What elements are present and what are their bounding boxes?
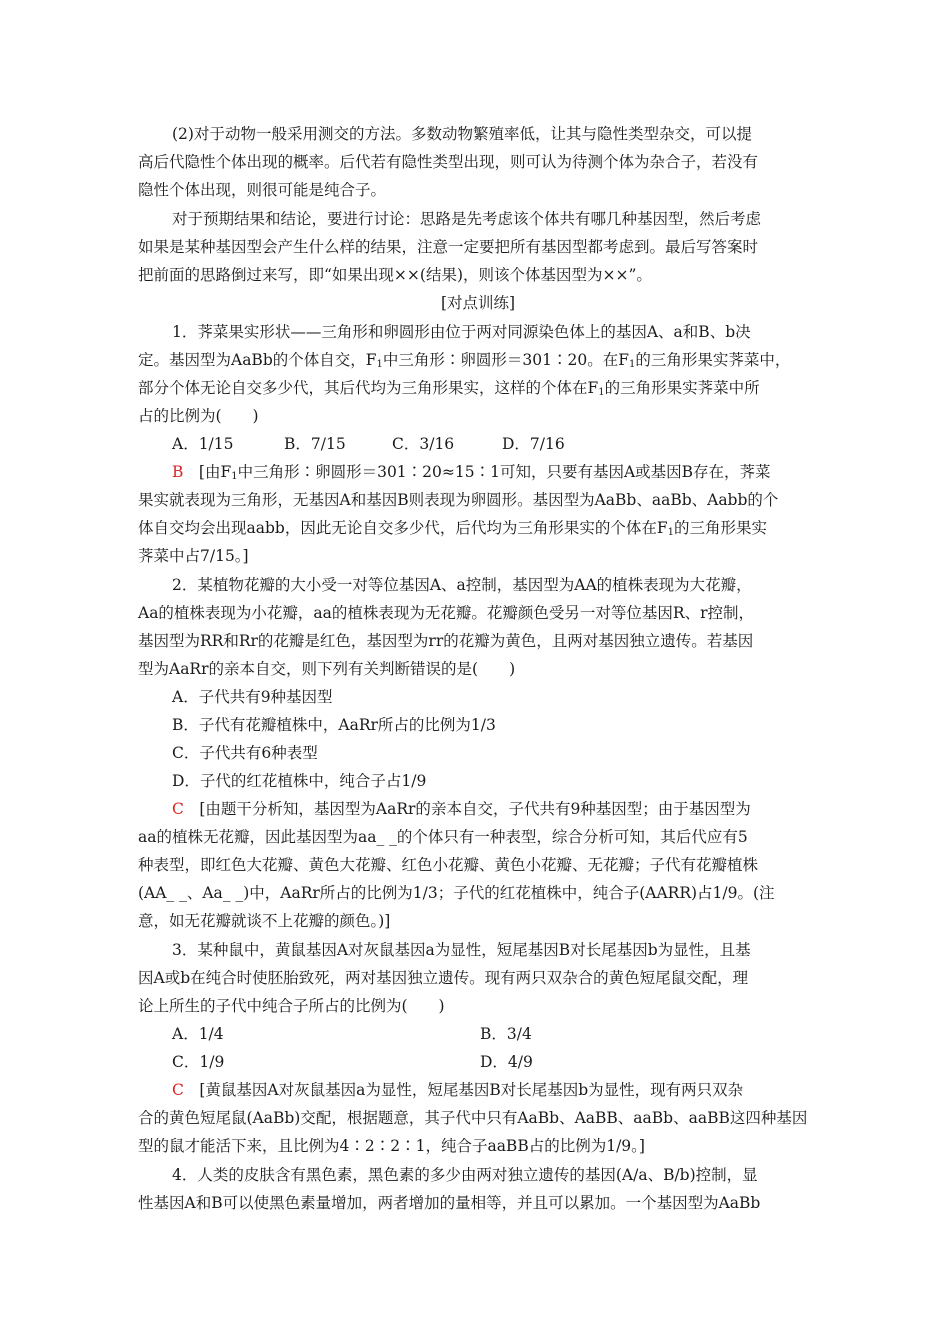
intro-p1-line2: 高后代隐性个体出现的概率。后代若有隐性类型出现，则可认为待测个体为杂合子，若没有 xyxy=(138,153,759,171)
intro-p2-line3: 把前面的思路倒过来写，即“如果出现××(结果)，则该个体基因型为××”。 xyxy=(138,266,652,284)
q1-explanation-line2: 果实就表现为三角形，无基因A和基因B则表现为卵圆形。基因型为AaBb、aaBb、Aabb的个 xyxy=(138,491,779,509)
q3-answer: C xyxy=(172,1081,184,1099)
q3-option-d: D．4/9 xyxy=(480,1053,533,1071)
q3-option-a: A．1/4 xyxy=(172,1025,224,1043)
q1-option-a: A．1/15 xyxy=(172,435,234,453)
intro-p2-line2: 如果是某种基因型会产生什么样的结果，注意一定要把所有基因型都考虑到。最后写答案时 xyxy=(138,238,759,256)
q3-option-c: C．1/9 xyxy=(172,1053,225,1071)
q4-stem-line2: 性基因A和B可以使黑色素量增加，两者增加的量相等，并且可以累加。一个基因型为AaBb xyxy=(138,1194,761,1212)
q1-explanation-line1: B [由$F_1$中三角形∶卵圆形＝301∶20≈15∶1可知，只要有基因A或基因B存在，荠菜 xyxy=(172,463,771,482)
q1-explanation-line3: 体自交均会出现aabb，因此无论自交多少代，后代均为三角形果实的个体在$F_1$的三角形果实 xyxy=(138,519,767,538)
q1-explanation-line4: 荠菜中占7/15。] xyxy=(138,547,249,565)
q2-answer: C xyxy=(172,800,184,818)
q4-stem-line1: 4．人类的皮肤含有黑色素，黑色素的多少由两对独立遗传的基因(A/a、B/b)控制，显 xyxy=(172,1166,758,1184)
q1-stem-line1: 1．荠菜果实形状——三角形和卵圆形由位于两对同源染色体上的基因A、a和B、b决 xyxy=(172,323,751,341)
q3-explanation-line1: C [黄鼠基因A对灰鼠基因a为显性，短尾基因B对长尾基因b为显性，现有两只双杂 xyxy=(172,1081,744,1099)
q1-option-c: C．3/16 xyxy=(392,435,455,453)
q3-explanation-line3: 型的鼠才能活下来，且比例为4∶2∶2∶1，纯合子aaBB占的比例为1/9。] xyxy=(138,1137,645,1155)
q1-option-d: D．7/16 xyxy=(502,435,565,453)
q2-explanation-line3: 种表型，即红色大花瓣、黄色大花瓣、红色小花瓣、黄色小花瓣、无花瓣；子代有花瓣植株 xyxy=(138,856,759,874)
q1-stem-line3: 部分个体无论自交多少代，其后代均为三角形果实，这样的个体在$F_1$的三角形果实荠菜中所 xyxy=(138,379,760,398)
intro-p1-line3: 隐性个体出现，则很可能是纯合子。 xyxy=(138,181,387,199)
q2-stem-line3: 基因型为RR和Rr的花瓣是红色，基因型为rr的花瓣为黄色，且两对基因独立遗传。若基因 xyxy=(138,632,754,650)
q1-stem-line2: 定。基因型为AaBb的个体自交，$F_1$中三角形∶卵圆形＝301∶20。在$F_1$的三角形果实荠菜中， xyxy=(138,351,791,370)
q2-explanation-line1: C [由题干分析知，基因型为AaRr的亲本自交，子代共有9种基因型；由于基因型为 xyxy=(172,800,751,818)
q2-stem-line4: 型为AaRr的亲本自交，则下列有关判断错误的是( ) xyxy=(138,660,516,678)
q3-option-b: B．3/4 xyxy=(480,1025,532,1043)
q2-option-c: C．子代共有6种表型 xyxy=(172,744,318,762)
section-title: [对点训练] xyxy=(440,294,516,312)
q2-explanation-line2: aa的植株无花瓣，因此基因型为aa_ _的个体只有一种表型，综合分析可知，其后代应有5 xyxy=(138,828,748,846)
q2-stem-line2: Aa的植株表现为小花瓣，aa的植株表现为无花瓣。花瓣颜色受另一对等位基因R、r控制， xyxy=(138,604,754,622)
q3-stem-line3: 论上所生的子代中纯合子所占的比例为( ) xyxy=(138,997,445,1015)
q3-stem-line2: 因A或b在纯合时使胚胎致死，两对基因独立遗传。现有两只双杂合的黄色短尾鼠交配，理 xyxy=(138,969,749,987)
q1-stem-line4: 占的比例为( ) xyxy=(138,407,259,425)
intro-p1-line1: (2)对于动物一般采用测交的方法。多数动物繁殖率低，让其与隐性类型杂交，可以提 xyxy=(172,125,752,143)
q2-option-a: A．子代共有9种基因型 xyxy=(172,688,333,706)
q3-stem-line1: 3．某种鼠中，黄鼠基因A对灰鼠基因a为显性，短尾基因B对长尾基因b为显性，且基 xyxy=(172,941,751,959)
q2-explanation-line5: 意，如无花瓣就谈不上花瓣的颜色。)] xyxy=(138,912,391,930)
q2-explanation-line4: (AA_ _、Aa_ _)中，AaRr所占的比例为1/3；子代的红花植株中，纯合子(AARR)占1/9。(注 xyxy=(138,884,775,902)
q2-stem-line1: 2．某植物花瓣的大小受一对等位基因A、a控制，基因型为AA的植株表现为大花瓣， xyxy=(172,576,752,594)
q3-explanation-line2: 合的黄色短尾鼠(AaBb)交配，根据题意，其子代中只有AaBb、AaBB、aaBb、aaBB这四种基因 xyxy=(138,1109,808,1127)
q1-option-b: B．7/15 xyxy=(284,435,346,453)
q2-option-d: D．子代的红花植株中，纯合子占1/9 xyxy=(172,772,427,790)
q1-answer: B xyxy=(172,463,184,481)
q2-option-b: B．子代有花瓣植株中，AaRr所占的比例为1/3 xyxy=(172,716,496,734)
intro-p2-line1: 对于预期结果和结论，要进行讨论：思路是先考虑该个体共有哪几种基因型，然后考虑 xyxy=(172,210,762,228)
